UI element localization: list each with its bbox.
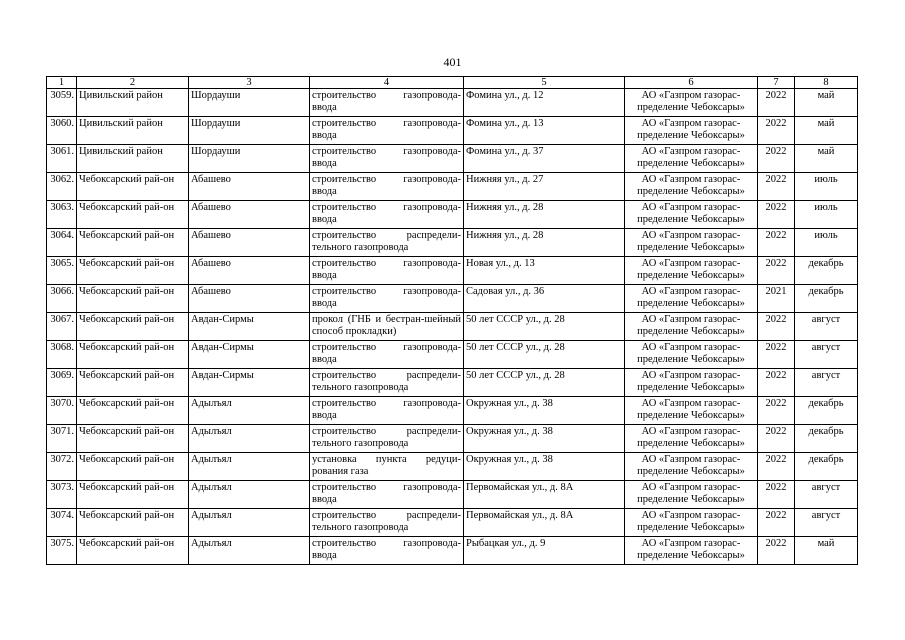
month-cell: декабрь [795,257,858,285]
month-cell: август [795,481,858,509]
table-row [47,369,858,397]
work-type-cell: строительство распредели-тельного газопровода [310,369,464,397]
settlement-cell: Шордауши [189,145,310,173]
settlement-cell: Абашево [189,285,310,313]
district-cell: Чебоксарский рай-он [77,509,189,537]
district-cell: Чебоксарский рай-он [77,481,189,509]
row-number: 3064. [47,229,77,257]
row-number: 3066. [47,285,77,313]
year-cell: 2022 [758,453,795,481]
table-row [47,509,858,537]
year-cell: 2022 [758,481,795,509]
work-type-cell: строительство распредели-тельного газопровода [310,229,464,257]
organization-cell: АО «Газпром газорас-пределение Чебоксары» [625,257,758,285]
district-cell: Чебоксарский рай-он [77,313,189,341]
table-row [47,145,858,173]
table-row [47,313,858,341]
organization-cell: АО «Газпром газорас-пределение Чебоксары» [625,453,758,481]
column-header: 1 [47,77,77,89]
header-row [47,77,858,89]
organization-cell: АО «Газпром газорас-пределение Чебоксары» [625,229,758,257]
row-number: 3065. [47,257,77,285]
column-header: 8 [795,77,858,89]
year-cell: 2022 [758,117,795,145]
month-cell: август [795,369,858,397]
month-cell: июль [795,201,858,229]
settlement-cell: Абашево [189,257,310,285]
organization-cell: АО «Газпром газорас-пределение Чебоксары» [625,397,758,425]
settlement-cell: Адылъял [189,453,310,481]
settlement-cell: Адылъял [189,481,310,509]
address-cell: Фомина ул., д. 37 [464,145,625,173]
column-header: 5 [464,77,625,89]
address-cell: Нижняя ул., д. 28 [464,229,625,257]
address-cell: Нижняя ул., д. 28 [464,201,625,229]
work-type-cell: строительство газопровода-ввода [310,257,464,285]
organization-cell: АО «Газпром газорас-пределение Чебоксары» [625,369,758,397]
address-cell: Первомайская ул., д. 8А [464,481,625,509]
work-type-cell: строительство газопровода-ввода [310,201,464,229]
district-cell: Чебоксарский рай-он [77,537,189,565]
work-type-cell: строительство распредели-тельного газопровода [310,425,464,453]
work-type-cell: строительство газопровода-ввода [310,173,464,201]
month-cell: декабрь [795,425,858,453]
settlement-cell: Авдан-Сирмы [189,313,310,341]
row-number: 3059. [47,89,77,117]
month-cell: август [795,509,858,537]
work-type-cell: строительство газопровода-ввода [310,285,464,313]
organization-cell: АО «Газпром газорас-пределение Чебоксары» [625,117,758,145]
work-type-cell: строительство газопровода-ввода [310,397,464,425]
table-row [47,453,858,481]
month-cell: май [795,117,858,145]
settlement-cell: Авдан-Сирмы [189,369,310,397]
address-cell: Садовая ул., д. 36 [464,285,625,313]
month-cell: декабрь [795,397,858,425]
table-row [47,341,858,369]
work-type-cell: строительство газопровода-ввода [310,537,464,565]
table-row [47,229,858,257]
district-cell: Цивильский район [77,117,189,145]
district-cell: Чебоксарский рай-он [77,397,189,425]
month-cell: август [795,313,858,341]
settlement-cell: Адылъял [189,509,310,537]
row-number: 3071. [47,425,77,453]
month-cell: май [795,89,858,117]
row-number: 3069. [47,369,77,397]
address-cell: 50 лет СССР ул., д. 28 [464,369,625,397]
column-header: 6 [625,77,758,89]
year-cell: 2022 [758,369,795,397]
row-number: 3068. [47,341,77,369]
month-cell: август [795,341,858,369]
year-cell: 2022 [758,145,795,173]
table-row [47,117,858,145]
organization-cell: АО «Газпром газорас-пределение Чебоксары» [625,89,758,117]
row-number: 3073. [47,481,77,509]
table-row [47,537,858,565]
work-type-cell: строительство распредели-тельного газопровода [310,509,464,537]
row-number: 3061. [47,145,77,173]
district-cell: Цивильский район [77,145,189,173]
district-cell: Чебоксарский рай-он [77,285,189,313]
year-cell: 2022 [758,229,795,257]
address-cell: Фомина ул., д. 13 [464,117,625,145]
column-header: 7 [758,77,795,89]
month-cell: май [795,537,858,565]
table-row [47,397,858,425]
address-cell: Новая ул., д. 13 [464,257,625,285]
year-cell: 2022 [758,397,795,425]
work-type-cell: строительство газопровода-ввода [310,481,464,509]
month-cell: июль [795,229,858,257]
row-number: 3067. [47,313,77,341]
month-cell: декабрь [795,453,858,481]
page-number: 401 [443,55,462,69]
settlement-cell: Шордауши [189,89,310,117]
table-row [47,257,858,285]
organization-cell: АО «Газпром газорас-пределение Чебоксары» [625,201,758,229]
settlement-cell: Шордауши [189,117,310,145]
address-cell: Нижняя ул., д. 27 [464,173,625,201]
year-cell: 2022 [758,425,795,453]
row-number: 3070. [47,397,77,425]
organization-cell: АО «Газпром газорас-пределение Чебоксары» [625,285,758,313]
year-cell: 2022 [758,341,795,369]
row-number: 3074. [47,509,77,537]
table-row [47,201,858,229]
settlement-cell: Авдан-Сирмы [189,341,310,369]
year-cell: 2022 [758,313,795,341]
district-cell: Чебоксарский рай-он [77,201,189,229]
organization-cell: АО «Газпром газорас-пределение Чебоксары» [625,481,758,509]
address-cell: 50 лет СССР ул., д. 28 [464,341,625,369]
settlement-cell: Адылъял [189,537,310,565]
column-header: 2 [77,77,189,89]
settlement-cell: Адылъял [189,397,310,425]
month-cell: июль [795,173,858,201]
address-cell: Первомайская ул., д. 8А [464,509,625,537]
address-cell: Фомина ул., д. 12 [464,89,625,117]
organization-cell: АО «Газпром газорас-пределение Чебоксары» [625,509,758,537]
organization-cell: АО «Газпром газорас-пределение Чебоксары» [625,341,758,369]
organization-cell: АО «Газпром газорас-пределение Чебоксары» [625,425,758,453]
table-row [47,89,858,117]
year-cell: 2021 [758,285,795,313]
address-cell: Рыбацкая ул., д. 9 [464,537,625,565]
district-cell: Чебоксарский рай-он [77,425,189,453]
year-cell: 2022 [758,201,795,229]
table-row [47,285,858,313]
year-cell: 2022 [758,89,795,117]
row-number: 3072. [47,453,77,481]
district-cell: Чебоксарский рай-он [77,453,189,481]
settlement-cell: Абашево [189,201,310,229]
work-type-cell: строительство газопровода-ввода [310,89,464,117]
settlement-cell: Абашево [189,173,310,201]
address-cell: 50 лет СССР ул., д. 28 [464,313,625,341]
organization-cell: АО «Газпром газорас-пределение Чебоксары» [625,173,758,201]
work-type-cell: строительство газопровода-ввода [310,341,464,369]
table-row [47,173,858,201]
year-cell: 2022 [758,537,795,565]
year-cell: 2022 [758,173,795,201]
district-cell: Цивильский район [77,89,189,117]
organization-cell: АО «Газпром газорас-пределение Чебоксары» [625,537,758,565]
address-cell: Окружная ул., д. 38 [464,397,625,425]
row-number: 3062. [47,173,77,201]
district-cell: Чебоксарский рай-он [77,369,189,397]
month-cell: май [795,145,858,173]
month-cell: декабрь [795,285,858,313]
work-type-cell: установка пункта редуци-рования газа [310,453,464,481]
registry-table [46,76,858,565]
row-number: 3063. [47,201,77,229]
district-cell: Чебоксарский рай-он [77,341,189,369]
organization-cell: АО «Газпром газорас-пределение Чебоксары» [625,313,758,341]
district-cell: Чебоксарский рай-он [77,229,189,257]
district-cell: Чебоксарский рай-он [77,257,189,285]
organization-cell: АО «Газпром газорас-пределение Чебоксары» [625,145,758,173]
settlement-cell: Абашево [189,229,310,257]
table-body [47,77,858,565]
address-cell: Окружная ул., д. 38 [464,453,625,481]
address-cell: Окружная ул., д. 38 [464,425,625,453]
work-type-cell: прокол (ГНБ и бестран-шейный способ прокладки) [310,313,464,341]
column-header: 3 [189,77,310,89]
district-cell: Чебоксарский рай-он [77,173,189,201]
table-row [47,425,858,453]
work-type-cell: строительство газопровода-ввода [310,145,464,173]
table-row [47,481,858,509]
work-type-cell: строительство газопровода-ввода [310,117,464,145]
year-cell: 2022 [758,257,795,285]
row-number: 3060. [47,117,77,145]
year-cell: 2022 [758,509,795,537]
settlement-cell: Адылъял [189,425,310,453]
column-header: 4 [310,77,464,89]
row-number: 3075. [47,537,77,565]
